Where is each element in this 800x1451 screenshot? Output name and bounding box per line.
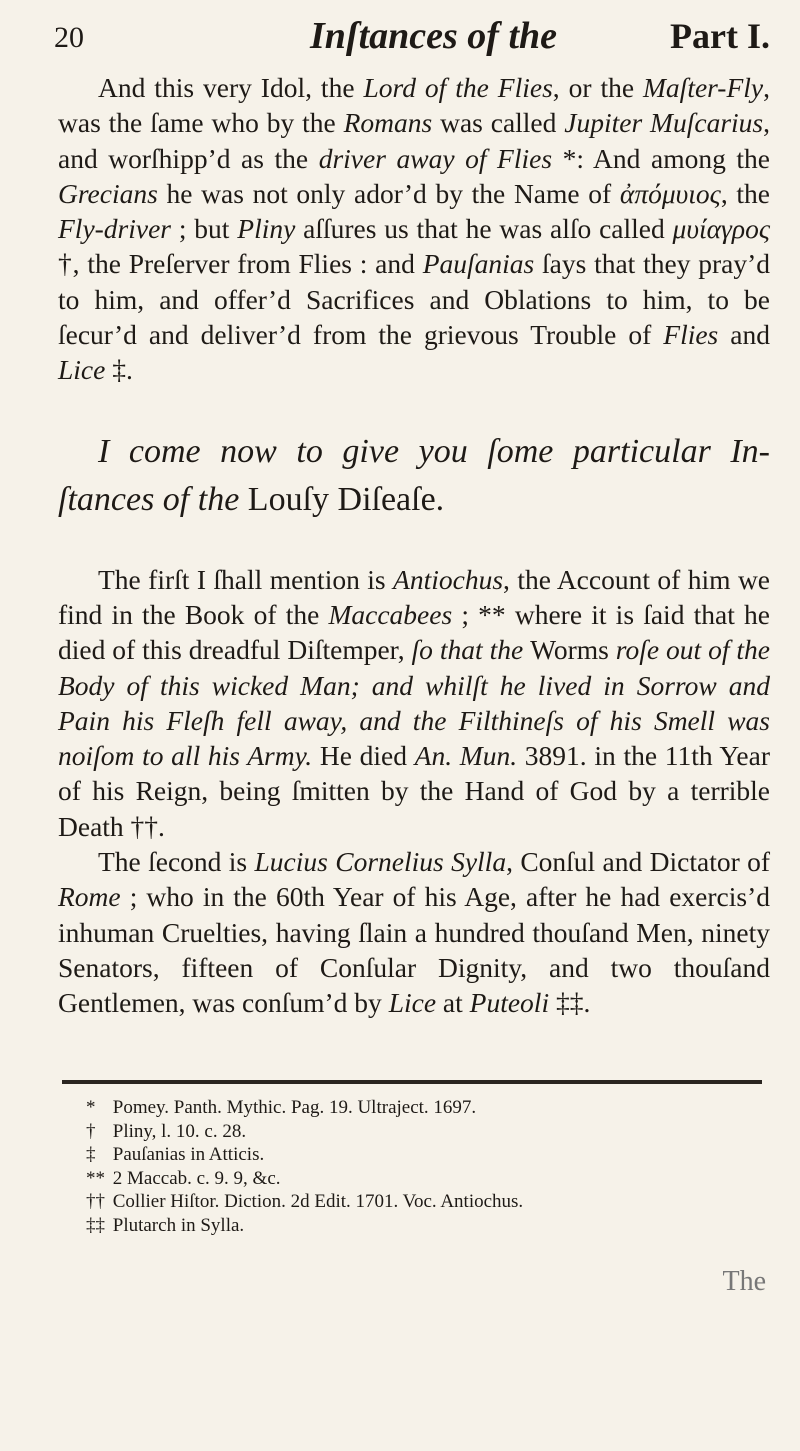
text-run: An. Mun. bbox=[414, 740, 518, 772]
text-run: μυίαγρος bbox=[672, 213, 770, 245]
text-run: Lord of the Flies bbox=[363, 72, 553, 103]
text-run: Jupiter Muſcarius bbox=[564, 107, 764, 139]
footnote-text: Plutarch in Sylla. bbox=[112, 1214, 245, 1236]
text-run: , Conſul and Dictator of bbox=[506, 846, 771, 878]
footnote-text: Pauſanias in Atticis. bbox=[112, 1144, 265, 1166]
text-run: ſo that the bbox=[411, 634, 531, 666]
text-run: , the Account of him we find in the Book of the bbox=[58, 563, 771, 630]
footnote-mark: ‡ bbox=[86, 1144, 96, 1166]
footnote bbox=[86, 1120, 776, 1144]
text-run bbox=[329, 481, 338, 518]
footnote-text: Pomey. Panth. Mythic. Pag. 19. Ultraject. 1697. bbox=[112, 1097, 477, 1118]
text-run: , or the bbox=[552, 72, 644, 103]
footnote bbox=[86, 1190, 776, 1214]
footnote-text: 2 Maccab. c. 9. 9, &c. bbox=[112, 1167, 281, 1189]
text-run: he was not only ador’d by the Name of bbox=[157, 177, 620, 209]
text-run: ; ** where it is ſaid that he died of this dreadful Diſtemper, bbox=[58, 598, 770, 666]
text-run: at bbox=[436, 987, 470, 1019]
text-run: Romans bbox=[343, 107, 433, 139]
text-run: Flies bbox=[663, 319, 719, 351]
footnote-mark: †† bbox=[86, 1191, 105, 1213]
footnote bbox=[86, 1167, 776, 1191]
text-run: The ſecond is bbox=[98, 846, 255, 878]
text-run: 3891. in the 11th Year of his Reign, being ſmitten by the Hand of God by a terrible Death ††. bbox=[58, 740, 770, 842]
paragraph-sylla bbox=[58, 844, 770, 1020]
text-run: Antiochus bbox=[393, 563, 504, 595]
text-run: , the bbox=[720, 177, 770, 209]
text-run: , and worſhipp’d as the bbox=[58, 107, 770, 174]
text-run: Lice bbox=[388, 987, 437, 1019]
section-heading bbox=[58, 428, 770, 524]
footnote-mark: ‡‡ bbox=[86, 1214, 105, 1236]
text-run: Diſeaſe. bbox=[337, 480, 445, 518]
footnote-mark: ** bbox=[86, 1167, 105, 1189]
text-run: †, the Preſerver from Flies : and bbox=[58, 248, 423, 280]
footnote-rule bbox=[62, 1080, 762, 1084]
text-run: ; who in the 60th Year of his Age, after he had exercis’d inhuman Cruelties, having ſlain a hundred thouſand Men, ninety Senators, fifteen of Conſular Dignity, and two thouſand Gentlemen, was conſum’d by bbox=[58, 881, 770, 1019]
footnote bbox=[86, 1096, 776, 1120]
text-run: roſe out of the Body of this wicked Man; and whilſt he lived in Sorrow and Pain his Fleſh fell away, and the Filthineſs of his Smell was noiſom to all his Army. bbox=[58, 634, 770, 772]
paragraph-idol bbox=[58, 70, 770, 388]
text-run: ἀπόμυιος bbox=[619, 177, 721, 209]
page-number: 20 bbox=[54, 21, 84, 54]
page-header bbox=[40, 6, 770, 66]
text-run: Louſy bbox=[247, 480, 330, 518]
text-run: Puteoli bbox=[469, 987, 550, 1019]
text-run: Pliny bbox=[237, 213, 296, 245]
footnote-text: Pliny, l. 10. c. 28. bbox=[112, 1120, 247, 1142]
catchword: The bbox=[722, 1266, 766, 1297]
text-run: Fly-driver bbox=[58, 213, 172, 245]
footnote-mark: * bbox=[86, 1097, 96, 1118]
footnote-text: Collier Hiſtor. Diction. 2d Edit. 1701. Voc. Antiochus. bbox=[112, 1191, 524, 1213]
part-label: Part I. bbox=[670, 16, 770, 56]
text-run: was called bbox=[432, 107, 565, 139]
text-run: Lice bbox=[58, 354, 106, 386]
text-run: I come now to give you ſome particular In-ſtances of the bbox=[58, 432, 770, 518]
footnote bbox=[86, 1143, 776, 1167]
paragraph-antiochus bbox=[58, 562, 770, 844]
text-run: ‡. bbox=[105, 354, 133, 386]
text-run: The firſt I ſhall mention is bbox=[98, 563, 394, 595]
text-run: He died bbox=[312, 740, 415, 772]
footnote-mark: † bbox=[86, 1120, 96, 1142]
text-run: and bbox=[718, 319, 770, 351]
text-run: Maſter-Fly bbox=[643, 72, 764, 103]
running-title: Inſtances of the bbox=[310, 15, 557, 57]
text-run: ſays that they pray’d to him, and offer’d Sacrifices and Oblations to him, to be ſecur’d and deliver’d from the grievous Trouble of bbox=[58, 248, 771, 351]
footnote bbox=[86, 1214, 776, 1238]
text-run: Lucius Cornelius Sylla bbox=[254, 846, 507, 878]
text-run: aſſures us that he was alſo called bbox=[295, 213, 673, 245]
text-run: ‡‡. bbox=[549, 987, 591, 1019]
text-run: *: And among the bbox=[552, 142, 770, 174]
text-run: , was the ſame who by the bbox=[58, 72, 770, 139]
text-run: Worms bbox=[530, 634, 609, 666]
text-run: And this very Idol, the bbox=[98, 72, 364, 103]
text-run: Pauſanias bbox=[422, 248, 535, 280]
text-run: Maccabees bbox=[328, 598, 453, 630]
text-run: driver away of Flies bbox=[318, 142, 553, 174]
footnotes bbox=[86, 1096, 776, 1238]
text-run: Rome bbox=[58, 881, 121, 913]
text-run: Grecians bbox=[58, 177, 158, 209]
main-text bbox=[58, 70, 770, 1021]
text-run: ; but bbox=[171, 213, 238, 245]
